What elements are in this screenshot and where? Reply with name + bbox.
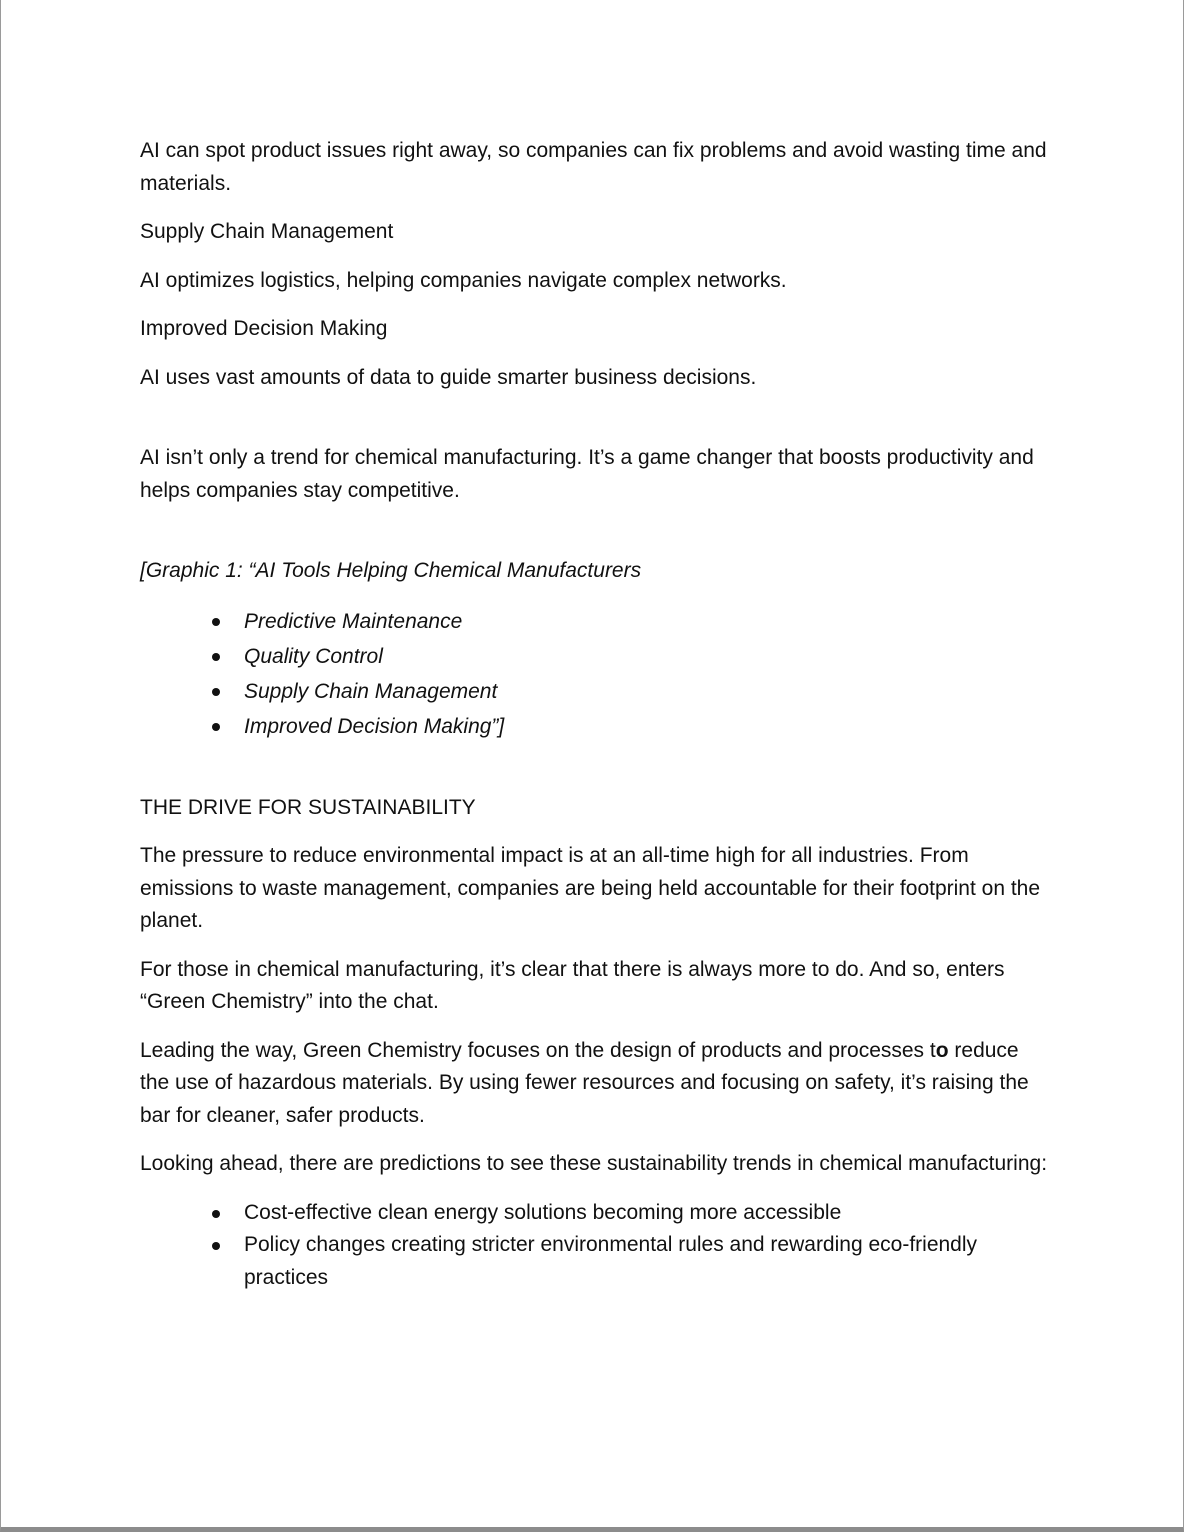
graphic-caption: [Graphic 1: “AI Tools Helping Chemical Manufacturers bbox=[140, 559, 642, 582]
trend-list bbox=[140, 1197, 1050, 1295]
paragraph-pressure: The pressure to reduce environmental impact is at an all-time high for all industries. From emissions to waste management, companies are being held accountable for their footprint on the planet. bbox=[140, 844, 1041, 932]
paragraph-green-chemistry: For those in chemical manufacturing, it’s clear that there is always more to do. And so, enters “Green Chemistry” into the chat. bbox=[140, 957, 1005, 1013]
list-item: Policy changes creating stricter environmental rules and rewarding eco-friendly practices bbox=[140, 1229, 1050, 1294]
paragraph-looking-ahead: Looking ahead, there are predictions to see these sustainability trends in chemical manufacturing: bbox=[140, 1152, 1048, 1175]
subheading-supply-chain: Supply Chain Management bbox=[140, 220, 394, 243]
blank-line bbox=[140, 760, 1050, 792]
blank-line bbox=[140, 523, 1050, 555]
subheading-decision-making: Improved Decision Making bbox=[140, 317, 388, 340]
text-run: reduce the use of hazardous materials. By using fewer resources and focusing on safety, it’s raising the bar for cleaner, safer products. bbox=[140, 1038, 1029, 1127]
paragraph-logistics: AI optimizes logistics, helping companies navigate complex networks. bbox=[140, 268, 787, 292]
graphic-list bbox=[140, 604, 1050, 744]
list-item: Quality Control bbox=[140, 639, 1050, 674]
paragraph-ai-spot-issues: AI can spot product issues right away, so companies can fix problems and avoid wasting time and materials. bbox=[140, 139, 1047, 195]
paragraph-data-decisions: AI uses vast amounts of data to guide smarter business decisions. bbox=[140, 365, 757, 389]
list-item: Cost-effective clean energy solutions becoming more accessible bbox=[140, 1197, 1050, 1230]
document-body bbox=[140, 135, 1050, 1310]
paragraph-leading-the-way bbox=[140, 1035, 1050, 1133]
list-item: Predictive Maintenance bbox=[140, 604, 1050, 639]
paragraph-trend: AI isn’t only a trend for chemical manufacturing. It’s a game changer that boosts productivity and helps companies stay competitive. bbox=[140, 446, 1034, 502]
section-heading-sustainability: THE DRIVE FOR SUSTAINABILITY bbox=[140, 795, 476, 819]
list-item: Supply Chain Management bbox=[140, 674, 1050, 709]
blank-line bbox=[140, 410, 1050, 442]
text-run: Leading the way, Green Chemistry focuses on the design of products and processes t bbox=[140, 1038, 936, 1062]
list-item: Improved Decision Making”] bbox=[140, 709, 1050, 744]
bold-text-run: o bbox=[935, 1038, 949, 1062]
